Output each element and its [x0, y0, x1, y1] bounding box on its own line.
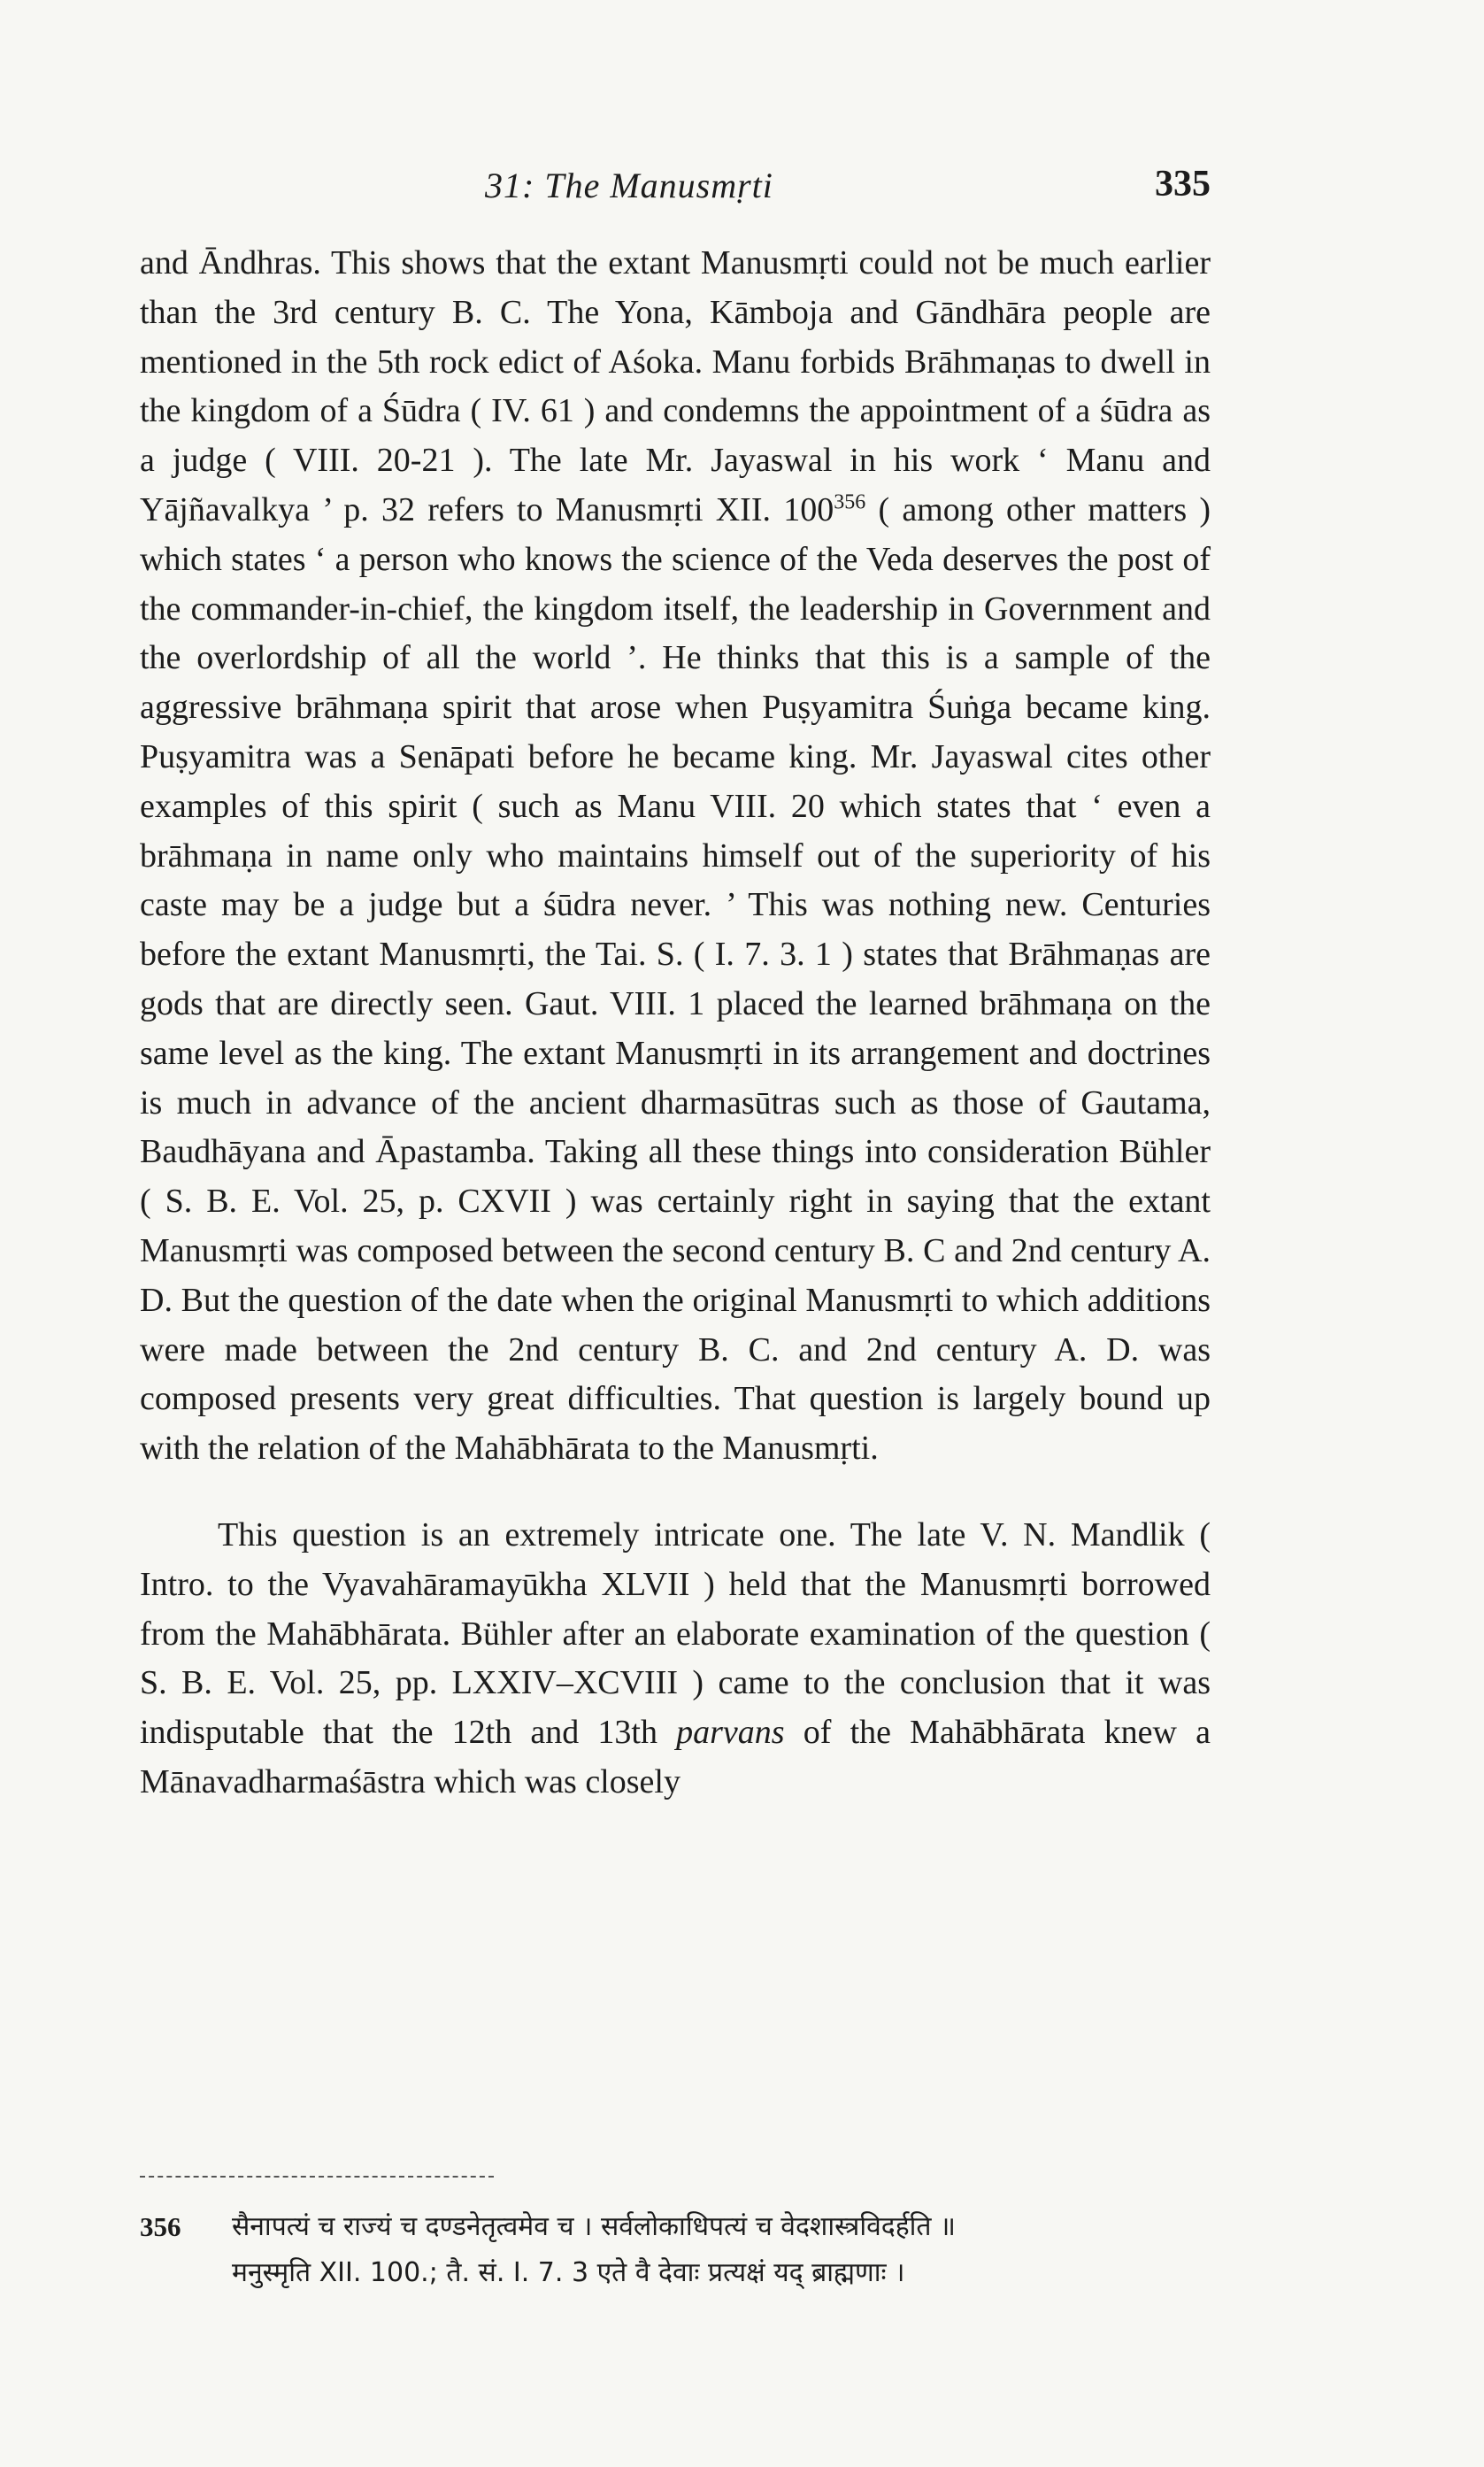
paragraph-1: [140, 239, 1211, 1474]
footnote-356: [140, 2204, 1211, 2296]
footnote-line-1: [140, 2204, 1211, 2250]
footnote-divider: [140, 2176, 494, 2178]
paragraph-1-part-2: ( among other matters ) which states ‘ a person who knows the science of the Veda deserves the post of the commander-in-chief, the kingdom itself, the leadership in Government and the overlordship of all the world ’. He thinks that this is a sample of the aggressive brāhmaṇa spirit that arose when Puṣyamitra Śuṅga became king. Puṣyamitra was a Senāpati before he became king. Mr. Jayaswal cites other examples of this spirit ( such as Manu VIII. 20 which states that ‘ even a brāhmaṇa in name only who maintains himself out of the superiority of his caste may be a judge but a śūdra never. ’ This was nothing new. Centuries before the extant Manusmṛti, the Tai. S. ( I. 7. 3. 1 ) states that Brāhmaṇas are gods that are directly seen. Gaut. VIII. 1 placed the learned brāhmaṇa on the same level as the king. The extant Manusmṛti in its arrangement and doctrines is much in advance of the ancient dharmasūtras such as those of Gautama, Baudhāyana and Āpastamba. Taking all these things into consideration Bühler ( S. B. E. Vol. 25, p. CXVII ) was certainly right in saying that the extant Manusmṛti was composed between the second century B. C and 2nd century A. D. But the question of the date when the original Manusmṛti to which additions were made between the 2nd century B. C. and 2nd century A. D. was composed presents very great difficulties. That question is largely bound up with the relation of the Mahābhārata to the Manusmṛti.: [140, 490, 1211, 1468]
footnote-reference-356[interactable]: 356: [834, 490, 866, 514]
paragraph-2-part-1: This question is an extremely intricate one. The late V. N. Mandlik ( Intro. to the Vyavahāramayūkha XLVII ) held that the Manusmṛti borrowed from the Mahābhārata. Bühler after an elaborate examination of the question ( S. B. E. Vol. 25, pp. LXXIV–XCVIII ) came to the conclusion that it was indisputable that the 12th and 13th: [140, 1515, 1211, 1752]
paragraph-1-part-1: and Āndhras. This shows that the extant Manusmṛti could not be much earlier than the 3rd century B. C. The Yona, Kāmboja and Gāndhāra people are mentioned in the 5th rock edict of Aśoka. Manu forbids Brāhmaṇas to dwell in the kingdom of a Śūdra ( IV. 61 ) and condemns the appointment of a śūdra as a judge ( VIII. 20-21 ). The late Mr. Jayaswal in his work ‘ Manu and Yājñavalkya ’ p. 32 refers to Manusmṛti XII. 100: [140, 244, 1211, 528]
paragraph-2: [140, 1511, 1211, 1808]
paragraph-2-part-2: of the Mahābhārata knew a Mānavadharmaśāstra which was closely: [140, 1714, 1211, 1800]
main-text: [140, 239, 1211, 1808]
italic-term-parvans: parvans: [676, 1714, 785, 1752]
running-title: 31: The Manusmṛti: [485, 166, 773, 205]
page-number: 335: [1155, 164, 1211, 204]
footnote-sanskrit-verse: सैनापत्यं च राज्यं च दण्डनेतृत्वमेव च । सर्वलोकाधिपत्यं च वेदशास्त्रविदर्हति ॥: [232, 2211, 957, 2242]
page-header: [149, 158, 1211, 211]
footnote-number: 356: [140, 2211, 181, 2242]
footnote-line-2: मनुस्मृति XII. 100.; तै. सं. I. 7. 3 एते वै देवाः प्रत्यक्षं यद् ब्राह्मणाः ।: [232, 2257, 905, 2288]
